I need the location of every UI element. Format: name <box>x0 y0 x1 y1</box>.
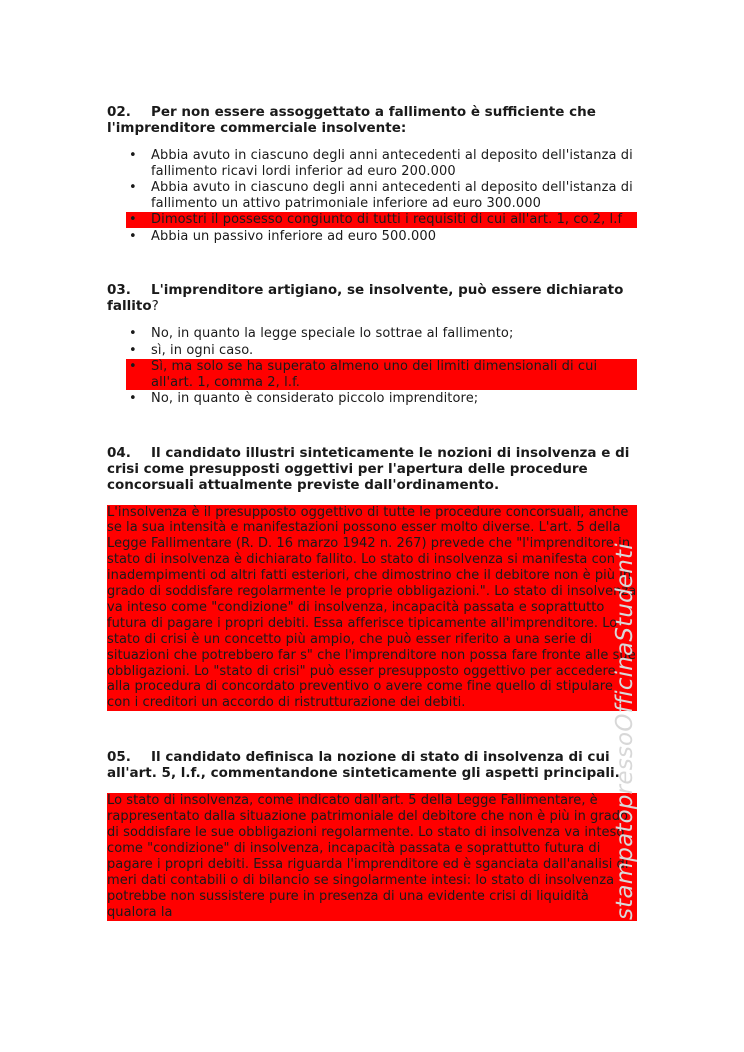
document-page <box>107 104 637 921</box>
question-text: L'imprenditore artigiano, se insolvente, può essere dichiarato fallito <box>107 282 624 314</box>
watermark-text: stampatopressoOfficinaStudenti <box>612 543 638 920</box>
list-item-selected <box>107 212 637 228</box>
question-title <box>107 749 637 781</box>
list-item <box>107 229 637 245</box>
question-number: 05. <box>107 749 131 766</box>
list-item-selected <box>107 359 637 390</box>
list-item <box>107 148 637 179</box>
question-title <box>107 282 637 314</box>
question-text: Il candidato definisca la nozione di stato di insolvenza di cui all'art. 5, l.f., commentandone sinteticamente gli aspetti principali. <box>107 749 620 782</box>
list-item <box>107 343 637 359</box>
option-text: Dimostri il possesso congiunto di tutti i requisiti di cui all'art. 1, co.2, l.f <box>151 212 623 227</box>
question-title <box>107 445 637 493</box>
bullet-icon: • <box>129 228 137 244</box>
option-text: No, in quanto la legge speciale lo sottrae al fallimento; <box>151 326 514 341</box>
question-text: Il candidato illustri sinteticamente le nozioni di insolvenza e di crisi come presupposti oggettivi per l'apertura delle procedure concorsuali attualmente previste dall'ordinamento. <box>107 444 630 493</box>
option-text: Abbia avuto in ciascuno degli anni antecedenti al deposito dell'istanza di fallimento un attivo patrimoniale inferiore ad euro 300.000 <box>151 180 633 211</box>
question-number: 03. <box>107 282 131 298</box>
question-05 <box>107 749 637 920</box>
bullet-icon: • <box>129 212 137 227</box>
option-text: sì, in ogni caso. <box>151 342 254 358</box>
question-03 <box>107 282 637 407</box>
question-02 <box>107 104 637 244</box>
bullet-icon: • <box>129 326 137 341</box>
answer-text: Lo stato di insolvenza, come indicato dall'art. 5 della Legge Fallimentare, è rappresentato dalla situazione patrimoniale del debitore che non è più in grado di soddisfare le sue obbligazioni regolarmente. Lo stato di insolvenza va inteso come "condizione" di insolvenza, incapacità passata e soprattutto futura di pagare i propri debiti. Essa riguarda l'imprenditore ed è sganciata dall'analisi di meri dati contabili o di bilancio se singolarmente intesi: lo stato di insolvenza potrebbe non sussistere pure in presenza di una evidente crisi di liquidità qualora la <box>107 793 637 920</box>
options-list <box>107 148 637 244</box>
bullet-icon: • <box>129 148 137 163</box>
list-item <box>107 391 637 407</box>
bullet-icon: • <box>129 180 137 195</box>
option-text: Abbia un passivo inferiore ad euro 500.000 <box>151 228 437 244</box>
bullet-icon: • <box>129 391 137 406</box>
question-04 <box>107 445 637 712</box>
option-text: No, in quanto è considerato piccolo imprenditore; <box>151 391 479 406</box>
bullet-icon: • <box>129 342 137 358</box>
list-item <box>107 326 637 342</box>
option-text: Sì, ma solo se ha superato almeno uno dei limiti dimensionali di cui all'art. 1, comma 2, l.f. <box>151 359 598 390</box>
list-item <box>107 180 637 211</box>
options-list <box>107 326 637 407</box>
question-number: 04. <box>107 444 131 461</box>
answer-text: L'insolvenza è il presupposto oggettivo di tutte le procedure concorsuali, anche se la sua intensità e manifestazioni possono esser molto diverse. L'art. 5 della Legge Fallimentare (R. D. 16 marzo 1942 n. 267) prevede che "l'imprenditore in stato di insolvenza è dichiarato fallito. Lo stato di insolvenza si manifesta con inadempimenti od altri fatti esteriori, che dimostrino che il debitore non è più in grado di soddisfare regolarmente le proprie obbligazioni.". Lo stato di insolvenza va inteso come "condizione" di insolvenza, incapacità passata e soprattutto futura di pagare i propri debiti. Essa afferisce tipicamente all'imprenditore. Lo stato di crisi è un concetto più ampio, che può esser riferito a una serie di situazioni che potrebbero far s" che l'imprenditore non possa fare fronte alle sue obbligazioni. Lo "stato di crisi" può esser presupposto oggettivo per accedere alla procedura di concordato preventivo o avere come fine quello di stipulare con i creditori un accordo di ristrutturazione dei debiti. <box>107 504 637 711</box>
question-title <box>107 104 637 136</box>
option-text: Abbia avuto in ciascuno degli anni antecedenti al deposito dell'istanza di fallimento ricavi lordi inferior ad euro 200.000 <box>151 148 633 179</box>
question-text: Per non essere assoggettato a fallimento è sufficiente che l'imprenditore commerciale insolvente: <box>107 104 596 136</box>
bullet-icon: • <box>129 359 137 374</box>
question-tail: ? <box>151 298 159 314</box>
question-number: 02. <box>107 104 131 120</box>
